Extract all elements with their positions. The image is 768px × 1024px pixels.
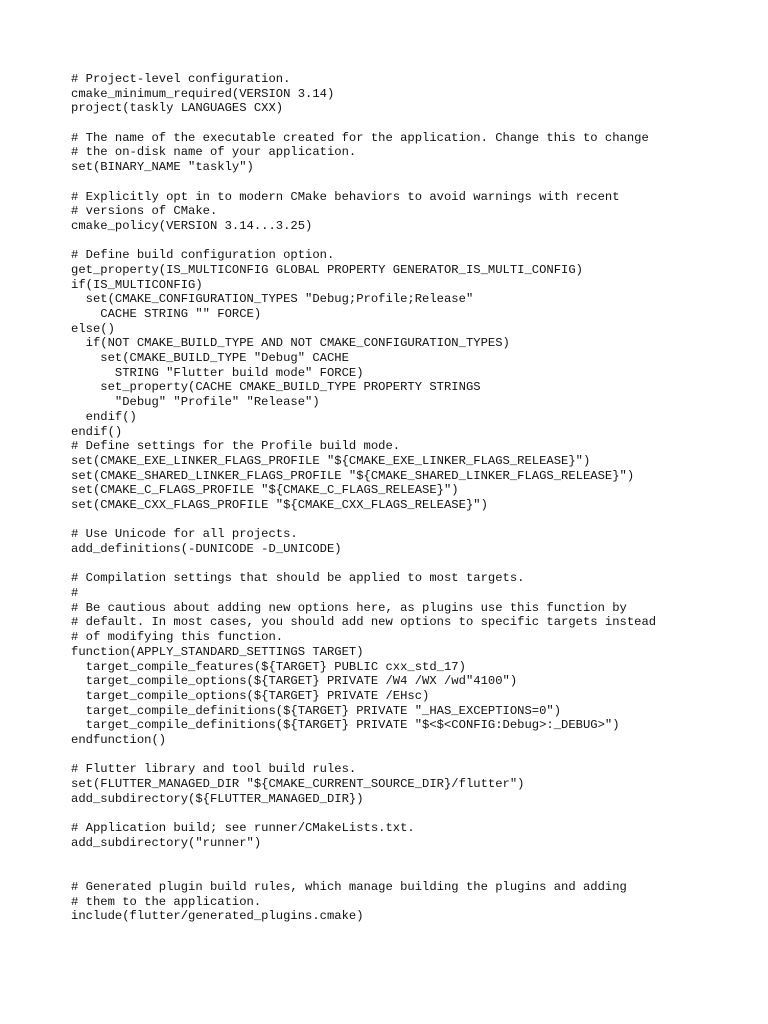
- code-line: # Explicitly opt in to modern CMake behaviors to avoid warnings with recent: [71, 189, 620, 204]
- code-line: # Generated plugin build rules, which manage building the plugins and adding: [71, 879, 627, 894]
- code-line: [71, 865, 761, 880]
- code-line: target_compile_features(${TARGET} PUBLIC cxx_std_17): [71, 659, 466, 674]
- code-line: #: [71, 586, 79, 601]
- code-line: if(IS_MULTICONFIG): [71, 277, 203, 292]
- code-line: endif(): [71, 424, 123, 439]
- code-line: [71, 806, 761, 821]
- code-line: [71, 234, 761, 249]
- code-line: # Define settings for the Profile build mode.: [71, 439, 401, 454]
- code-line: include(flutter/generated_plugins.cmake): [71, 909, 364, 924]
- code-line: [71, 748, 761, 763]
- code-listing: [71, 72, 761, 924]
- code-line: [71, 116, 761, 131]
- code-line: # the on-disk name of your application.: [71, 145, 357, 160]
- code-line: # versions of CMake.: [71, 204, 218, 219]
- code-line: "Debug" "Profile" "Release"): [71, 395, 320, 410]
- code-line: # Application build; see runner/CMakeLists.txt.: [71, 821, 415, 836]
- code-line: set(CMAKE_EXE_LINKER_FLAGS_PROFILE "${CMAKE_EXE_LINKER_FLAGS_RELEASE}"): [71, 453, 591, 468]
- code-line: # them to the application.: [71, 894, 262, 909]
- code-line: target_compile_options(${TARGET} PRIVATE /EHsc): [71, 688, 430, 703]
- code-line: cmake_policy(VERSION 3.14...3.25): [71, 218, 313, 233]
- code-line: function(APPLY_STANDARD_SETTINGS TARGET): [71, 644, 364, 659]
- code-line: project(taskly LANGUAGES CXX): [71, 101, 284, 116]
- code-line: else(): [71, 321, 115, 336]
- code-line: CACHE STRING "" FORCE): [71, 307, 262, 321]
- code-line: set(CMAKE_CXX_FLAGS_PROFILE "${CMAKE_CXX_FLAGS_RELEASE}"): [71, 497, 488, 512]
- code-line: [71, 513, 761, 528]
- code-line: [71, 850, 761, 865]
- code-line: set_property(CACHE CMAKE_BUILD_TYPE PROPERTY STRINGS: [71, 380, 481, 395]
- code-line: STRING "Flutter build mode" FORCE): [71, 365, 364, 380]
- code-line: cmake_minimum_required(VERSION 3.14): [71, 86, 335, 101]
- code-line: # The name of the executable created for the application. Change this to change: [71, 130, 649, 145]
- code-line: add_subdirectory("runner"): [71, 835, 262, 850]
- code-line: add_subdirectory(${FLUTTER_MANAGED_DIR}): [71, 791, 364, 806]
- code-line: [71, 557, 761, 572]
- code-line: get_property(IS_MULTICONFIG GLOBAL PROPERTY GENERATOR_IS_MULTI_CONFIG): [71, 262, 583, 277]
- code-line: # default. In most cases, you should add new options to specific targets instead: [71, 615, 657, 630]
- code-line: set(BINARY_NAME "taskly"): [71, 160, 254, 175]
- code-line: endfunction(): [71, 732, 167, 747]
- code-line: # Flutter library and tool build rules.: [71, 762, 357, 777]
- code-line: set(CMAKE_BUILD_TYPE "Debug" CACHE: [71, 351, 349, 366]
- code-line: target_compile_definitions(${TARGET} PRIVATE "$<$<CONFIG:Debug>:_DEBUG>"): [71, 718, 620, 733]
- code-line: endif(): [71, 409, 137, 424]
- code-line: if(NOT CMAKE_BUILD_TYPE AND NOT CMAKE_CONFIGURATION_TYPES): [71, 336, 510, 351]
- code-line: set(FLUTTER_MANAGED_DIR "${CMAKE_CURRENT_SOURCE_DIR}/flutter"): [71, 777, 525, 791]
- code-line: # Be cautious about adding new options here, as plugins use this function by: [71, 600, 627, 615]
- code-line: set(CMAKE_C_FLAGS_PROFILE "${CMAKE_C_FLAGS_RELEASE}"): [71, 483, 459, 498]
- code-line: set(CMAKE_SHARED_LINKER_FLAGS_PROFILE "${CMAKE_SHARED_LINKER_FLAGS_RELEASE}"): [71, 468, 635, 483]
- code-line: # Define build configuration option.: [71, 248, 335, 263]
- code-line: add_definitions(-DUNICODE -D_UNICODE): [71, 542, 342, 556]
- code-line: set(CMAKE_CONFIGURATION_TYPES "Debug;Profile;Release": [71, 292, 474, 307]
- code-line: [71, 175, 761, 190]
- code-line: # of modifying this function.: [71, 630, 284, 645]
- code-line: # Project-level configuration.: [71, 72, 291, 86]
- code-line: target_compile_options(${TARGET} PRIVATE /W4 /WX /wd"4100"): [71, 674, 518, 689]
- code-line: # Compilation settings that should be applied to most targets.: [71, 571, 525, 586]
- code-line: target_compile_definitions(${TARGET} PRIVATE "_HAS_EXCEPTIONS=0"): [71, 703, 562, 718]
- code-line: # Use Unicode for all projects.: [71, 527, 298, 542]
